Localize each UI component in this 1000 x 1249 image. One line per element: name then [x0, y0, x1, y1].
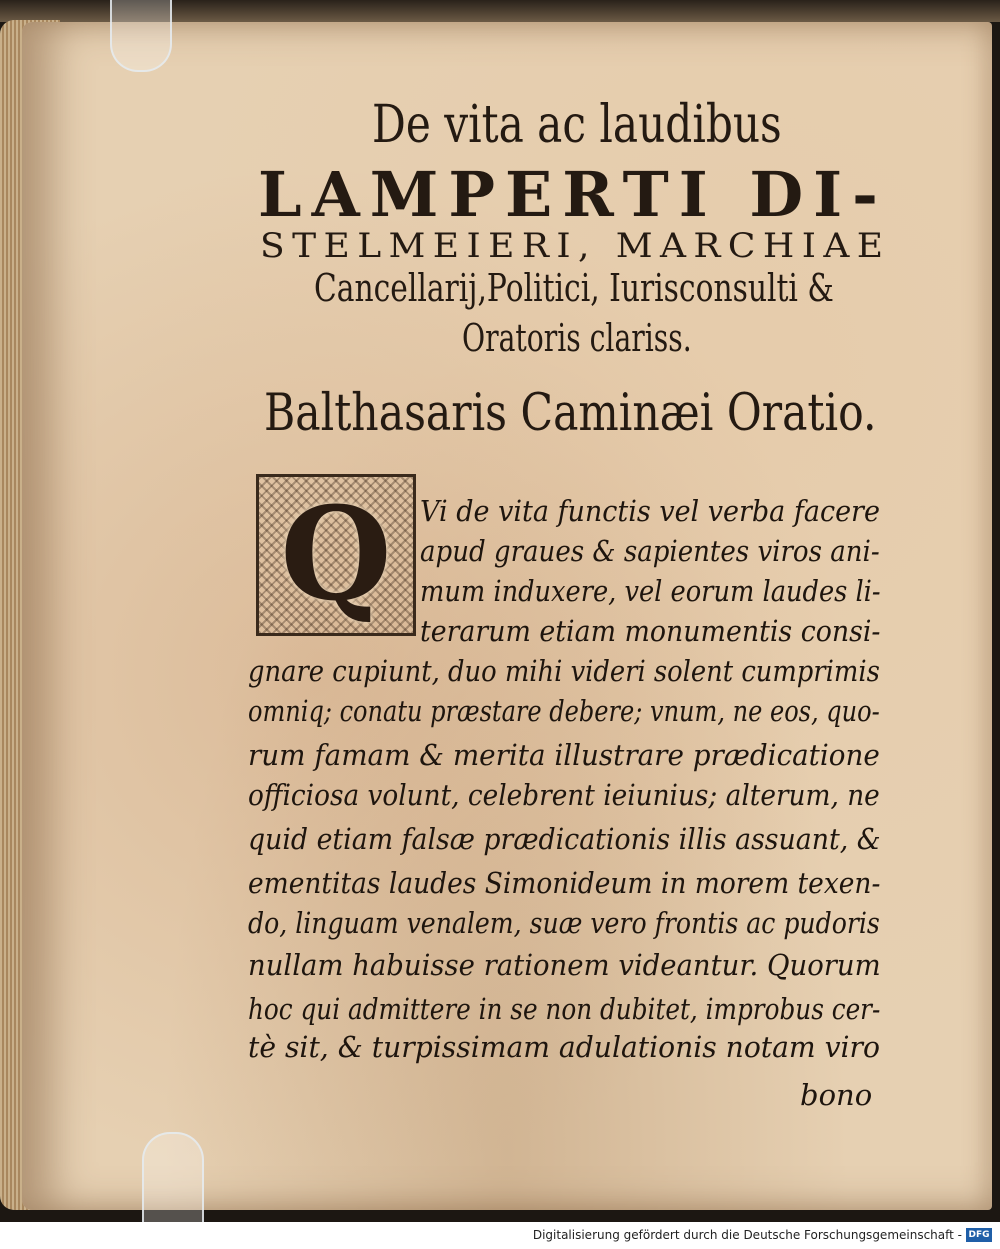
body-line: do, linguam venalem, suæ vero frontis ac pudoris: [248, 906, 880, 940]
body-line: nullam habuisse rationem videantur. Quorum: [248, 948, 881, 982]
title-line-2: LAMPERTI DI-: [258, 158, 888, 231]
dfg-logo-icon: DFG: [966, 1228, 992, 1242]
body-line: gnare cupiunt, duo mihi videri solent cumprimis: [248, 654, 880, 688]
title-line-1: De vita ac laudibus: [372, 95, 782, 155]
title-line-4: Cancellarij,Politici, Iurisconsulti &: [314, 266, 834, 310]
body-line: quid etiam falsæ prædicationis illis assuant, &: [248, 822, 881, 856]
body-line: rum famam & merita illustrare prædicatione: [248, 738, 880, 772]
body-line: Vi de vita functis vel verba facere: [420, 494, 880, 528]
page-clip-bottom: [142, 1132, 204, 1229]
decorated-initial: [256, 474, 416, 636]
body-line: ementitas laudes Simonideum in morem texen-: [248, 866, 881, 900]
initial-letter: Q: [280, 480, 392, 630]
catchword: bono: [800, 1078, 873, 1112]
page-clip-top: [110, 0, 172, 72]
footer-credit: Digitalisierung gefördert durch die Deutsche Forschungsgemeinschaft -: [532, 1228, 962, 1242]
body-line: mum induxere, vel eorum laudes li-: [420, 574, 881, 608]
body-line: apud graues & sapientes viros ani-: [420, 534, 880, 568]
footer-bar: [0, 1222, 1000, 1249]
body-line: officiosa volunt, celebrent ieiunius; alterum, ne: [248, 778, 880, 812]
body-line: hoc qui admittere in se non dubitet, improbus cer-: [248, 992, 881, 1026]
title-line-5: Oratoris clariss.: [462, 316, 692, 360]
body-line: tè sit, & turpissimam adulationis notam viro: [248, 1030, 881, 1064]
title-line-3: STELMEIERI, MARCHIAE: [260, 226, 891, 266]
oration-heading: Balthasaris Caminæi Oratio.: [264, 384, 877, 443]
body-line: terarum etiam monumentis consi-: [420, 614, 881, 648]
body-line: omniq; conatu præstare debere; vnum, ne eos, quo-: [248, 694, 880, 728]
